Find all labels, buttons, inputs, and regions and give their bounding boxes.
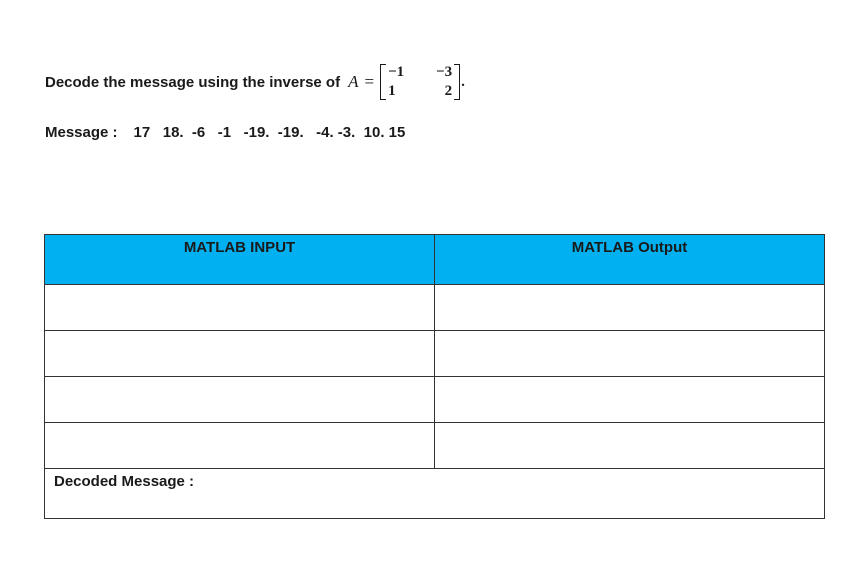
table-row xyxy=(45,285,825,331)
matrix-cell-r2c2: 2 xyxy=(444,83,453,99)
message-label: Message : xyxy=(45,124,118,141)
matrix-variable: A xyxy=(348,72,359,91)
matrix-cell-r1c2: −3 xyxy=(436,64,453,80)
table-row xyxy=(45,377,825,423)
decoded-message-row xyxy=(45,469,825,519)
matlab-input-cell[interactable] xyxy=(45,377,435,423)
decoded-message-cell[interactable]: Decoded Message : xyxy=(45,469,825,519)
table-row xyxy=(45,331,825,377)
problem-prompt: Decode the message using the inverse of xyxy=(45,73,341,91)
message-value: 17 18. -6 -1 -19. -19. -4. -3. 10. 15 xyxy=(133,124,406,141)
matlab-output-cell[interactable] xyxy=(435,331,825,377)
table-row xyxy=(45,423,825,469)
problem-statement xyxy=(45,62,465,102)
matlab-input-cell[interactable] xyxy=(45,331,435,377)
matrix-a xyxy=(380,63,460,101)
matlab-output-cell[interactable] xyxy=(435,285,825,331)
message-line xyxy=(45,124,405,141)
matrix-equation xyxy=(348,63,465,101)
equals-sign: = xyxy=(364,72,375,91)
matlab-input-cell[interactable] xyxy=(45,423,435,469)
matrix-cell-r1c1: −1 xyxy=(388,64,405,80)
matlab-output-cell[interactable] xyxy=(435,377,825,423)
header-matlab-input: MATLAB INPUT xyxy=(45,235,435,285)
matlab-input-cell[interactable] xyxy=(45,285,435,331)
sentence-period: . xyxy=(461,73,465,90)
matlab-output-cell[interactable] xyxy=(435,423,825,469)
table-header-row xyxy=(45,235,825,285)
header-matlab-output: MATLAB Output xyxy=(435,235,825,285)
matlab-table xyxy=(44,234,825,519)
matrix-cell-r2c1: 1 xyxy=(388,83,396,99)
